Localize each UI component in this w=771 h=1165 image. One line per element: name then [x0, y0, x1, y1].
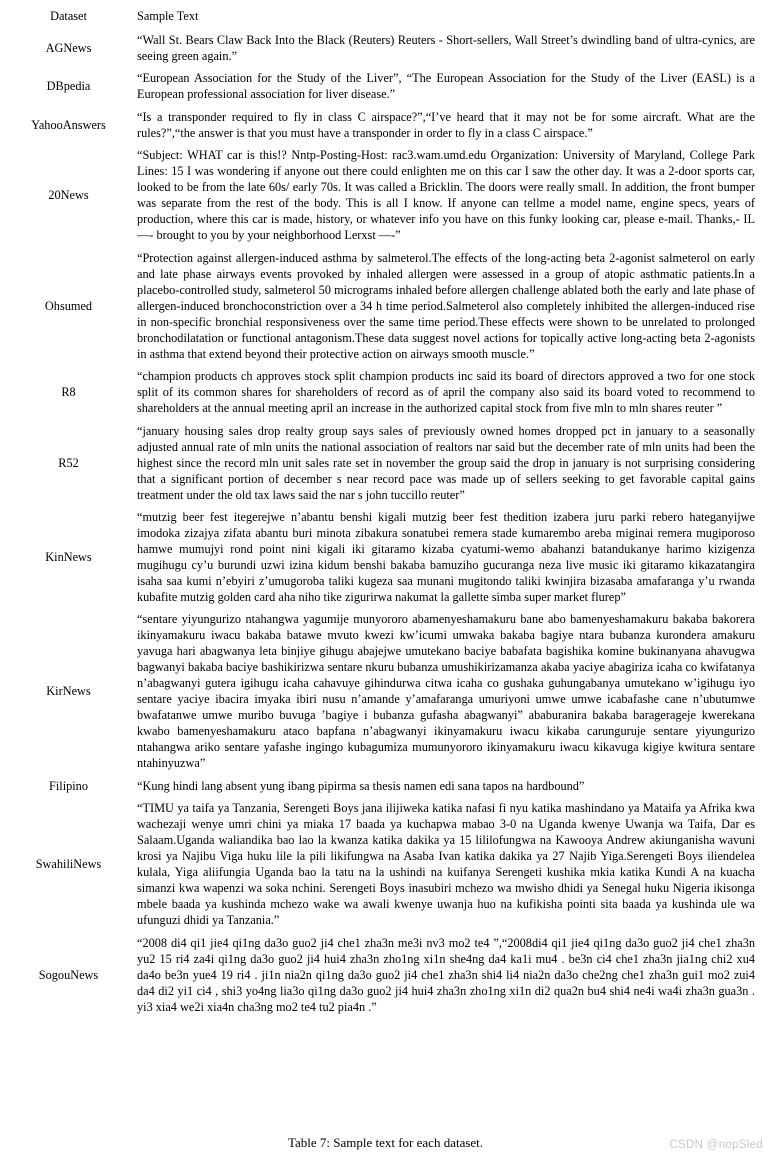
sample-text-table-container	[17, 5, 756, 1019]
table-row	[17, 145, 756, 247]
dataset-name-cell: R8	[61, 385, 76, 400]
sample-text-cell: “Protection against allergen-induced asthma by salmeterol.The effects of the long-acting beta 2-agonist salmeterol on early and late phase airways events provoked by inhaled allergen were assessed in a group of atopic asthmatic patients.In a placebo-controlled study, salmeterol 50 micrograms inhaled before allergen challenge ablated both the early and late phase of allergen-induced bronchoconstriction over a 34 h time period.Salmeterol also completely inhibited the allergen-induced rise in non-specific bronchial responsiveness over the same time period.These effects were shown to be unrelated to prolonged bronchodilatation or functional antagonism.These data suggest novel actions for topically active long-acting beta 2-agonists in asthma that extend beyond their protective action on airways smooth muscle.”	[137, 250, 755, 361]
table-row	[17, 609, 756, 775]
sample-text-cell: “2008 di4 qi1 jie4 qi1ng da3o guo2 ji4 che1 zha3n me3i nv3 mo2 te4 ”,“2008di4 qi1 jie4 qi1ng da3o guo2 ji4 che1 zha3n yu2 15 ri4 za4i qi1ng da3o guo2 ji4 hui4 zha3n zho1ng xi1n she4ng da4 ka1i mu4 . be3n ci4 che1 zha3n jia1ng chi2 xu4 da4o be3n yue4 19 ri4 . ji1n nia2n qi1ng da3o guo2 ji4 che1 zha3n shi4 li4 nia2n da3o che2ng che1 zha3n gui1 mo2 zui4 da4 di2 yi1 ci4 , shi3 yo4ng lia3o qi1ng da3o guo2 ji4 hui4 zha3n zho1ng xi1n di2 qua2n bu4 shi4 ne4i wa4i zha3n gua3n . yi3 xia4 we2i xia4n cha3ng mo2 te4 tu2 pia4n .”	[137, 935, 755, 1014]
dataset-name-cell: R52	[58, 455, 79, 470]
sample-text-cell: “mutzig beer fest itegerejwe n’abantu benshi kigali mutzig beer fest thedition izabera juru parki rebero hateganyijwe imodoka zizajya zifata abantu buri minota zibakura sonatubei remera stade kumarembo areba miginai remera mugiporoso hamwe mumujyi rond point nini kigali iki gitaramo kizaba cyatumi-wemo abahanzi batandukanye harimo kizigenza mugihugu cy’u burundi uzwi izina kidum benshi bakaba bamuziho gucuranga neza live music iki gitaramo kikazatangira isaha saa kumi n’ebyiri z’umugoroba taliki kugeza saa munani mugitondo taliki kwinjira bizasaba amafaranga y’u rwanda kubafite mutzig golden card aha niho tike zigurirwa nakumat la gallette simba super market flurep”	[137, 510, 755, 604]
dataset-name-cell: Ohsumed	[44, 298, 93, 313]
sample-text-cell: “European Association for the Study of the Liver”, “The European Association for the Study of the Liver (EASL) is a European professional association for liver disease.”	[137, 71, 755, 102]
sample-text-cell: “Is a transponder required to fly in class C airspace?”,“I’ve heard that it may not be for some aircraft. What are the rules?”,“the answer is that you must have a transponder in order to fly in a class C airspace.”	[137, 109, 755, 140]
table-row	[17, 68, 756, 106]
table-caption: Table 7: Sample text for each dataset.	[287, 1135, 484, 1150]
sample-text-cell: “champion products ch approves stock split champion products inc said its board of directors approved a two for one stock split of its common shares for shareholders of record as of april the company also said its board voted to recommend to shareholders at the annual meeting april an increase in the authorized capital stock from five mln to mln shares reuter ”	[137, 369, 755, 416]
table-row	[17, 248, 756, 366]
table-row	[17, 798, 756, 932]
dataset-name-cell: AGNews	[45, 40, 92, 55]
table-row	[17, 933, 756, 1019]
sample-text-cell: “Subject: WHAT car is this!? Nntp-Posting-Host: rac3.wam.umd.edu Organization: University of Maryland, College Park Lines: 15 I was wondering if anyone out there could enlighten me on this car I saw the other day. It was a 2-door sports car, looked to be from the late 60s/ early 70s. It was called a Bricklin. The doors were really small. In addition, the front bumper was separate from the rest of the body. This is all I know. If anyone can tellme a model name, engine specs, years of production, where this car is made, history, or whatever info you have on this funky looking car, please e-mail. Thanks,- IL —- brought to you by your neighborhood Lerxst —-”	[137, 148, 755, 243]
table-row	[17, 107, 756, 145]
column-header-sample-text: Sample Text	[137, 9, 199, 23]
table-row	[17, 776, 756, 798]
sample-text-cell: “Wall St. Bears Claw Back Into the Black (Reuters) Reuters - Short-sellers, Wall Street’s dwindling band of ultra-cynics, are seeing green again.”	[137, 32, 755, 63]
dataset-name-cell: Filipino	[49, 778, 88, 793]
sample-text-cell: “january housing sales drop realty group says sales of previously owned homes dropped pct in january to a seasonally adjusted annual rate of mln units the national association of realtors nar said but the december rate of mln units had been the highest since the record mln unit sales rate set in november the group said the drop in january is not surprising considering that a significant portion of december s near record pace was made up of sellers seeking to get favorable capital gains treatment under the old tax laws said the nar s john tuccillo reuter”	[137, 423, 755, 502]
sample-text-table	[17, 5, 756, 1019]
column-header-dataset: Dataset	[50, 9, 87, 23]
table-row	[17, 366, 756, 420]
table-row	[17, 30, 756, 68]
dataset-name-cell: KirNews	[46, 684, 91, 699]
table-row	[17, 421, 756, 507]
dataset-name-cell: 20News	[48, 188, 89, 203]
dataset-name-cell: SogouNews	[38, 967, 99, 982]
sample-text-cell: “sentare yiyungurizo ntahangwa yagumije munyororo abamenyeshamakuru bane abo bamenyeshamakuru bakaba bakorera ikinyamakuru iwacu bakaba batawe mvuto kwezi kw’icumi umwaka bakaba bagiye ntara bubanza kurondera amakuru yavuga hari abagwanya leta binjiye gihugu abajejwe umutekano baciye babafata bagishika komine bukinanyana ahavugwa bagwanyi bakaba baciye bashikirizwa sentare nkuru bubanza umushikirizamanza akaba yaciye abagiriza icaha co kwifatanya n’abagwanyi gutera igihugu icaha cahavuye gihindurwa citwa icaha co gushaka guhungabanya umutekano w’igihugu iyo sentare yaciye ibacira imyaka ibiri nusu n’amande y’amafaranga umuriyoni umwe umwe icabafashe cane n’ubutumwe bwafatanwe umwe muribo buvuga ’bagiye i bubanza gufasha abagwanyi” ababuranira bakaba baragerageje kwerekana kwabo bamenyeshamakuru ataco bapfana n’abagwanyi ikinyamakuru iwacu kikaba carunguruje sentare yiyungurizo ntahangwa ariko sentare yafashe ingingo kubagumiza mumunyororo ikinyamakuru iwacu kikavuga kigiye kwitura sentare ntahinyuzwa”	[137, 612, 755, 771]
table-row	[17, 507, 756, 609]
table-header-row	[17, 5, 756, 30]
dataset-name-cell: KinNews	[45, 550, 92, 565]
csdn-watermark: CSDN @nopSled	[669, 1139, 763, 1151]
dataset-name-cell: DBpedia	[46, 79, 91, 94]
dataset-name-cell: SwahiliNews	[35, 857, 102, 872]
sample-text-cell: “TIMU ya taifa ya Tanzania, Serengeti Boys jana ilijiweka katika nafasi fi nyu katika mashindano ya Mataifa ya Afrika kwa wachezaji wenye umri chini ya miaka 17 baada ya kuchapwa mabao 3-0 na Uganda kwenye Uwanja wa Taifa, Dar es Salaam.Uganda waliandika bao lao la kwanza katika dakika ya 15 lililofungwa na Kawooya Andrew akiunganisha wavuni krosi ya Najibu Viga huku lile la pili likifungwa na Asaba Ivan katika dakika ya 27 Najib Yiga.Serengeti Boys iliendelea kulala, Yiga aliifungia Uganda bao la tatu na la ushindi na kuifanya Serengeti kushika mkia katika Kundi A na kuacha simanzi kwa wapenzi wa soka nchini. Serengeti Boys inasubiri mchezo wa mwisho dhidi ya Senegal huku Nigeria ikisonga mbele baada ya kushinda mchezo wake wa awali kwenye uwanja huo na kufikisha pointi sita baada ya kushinda ule wa ufunguzi dhidi ya Tanzania.”	[137, 801, 755, 928]
dataset-name-cell: YahooAnswers	[31, 117, 106, 132]
sample-text-cell: “Kung hindi lang absent yung ibang pipirma sa thesis namen edi sana tapos na hardbound”	[137, 778, 585, 793]
